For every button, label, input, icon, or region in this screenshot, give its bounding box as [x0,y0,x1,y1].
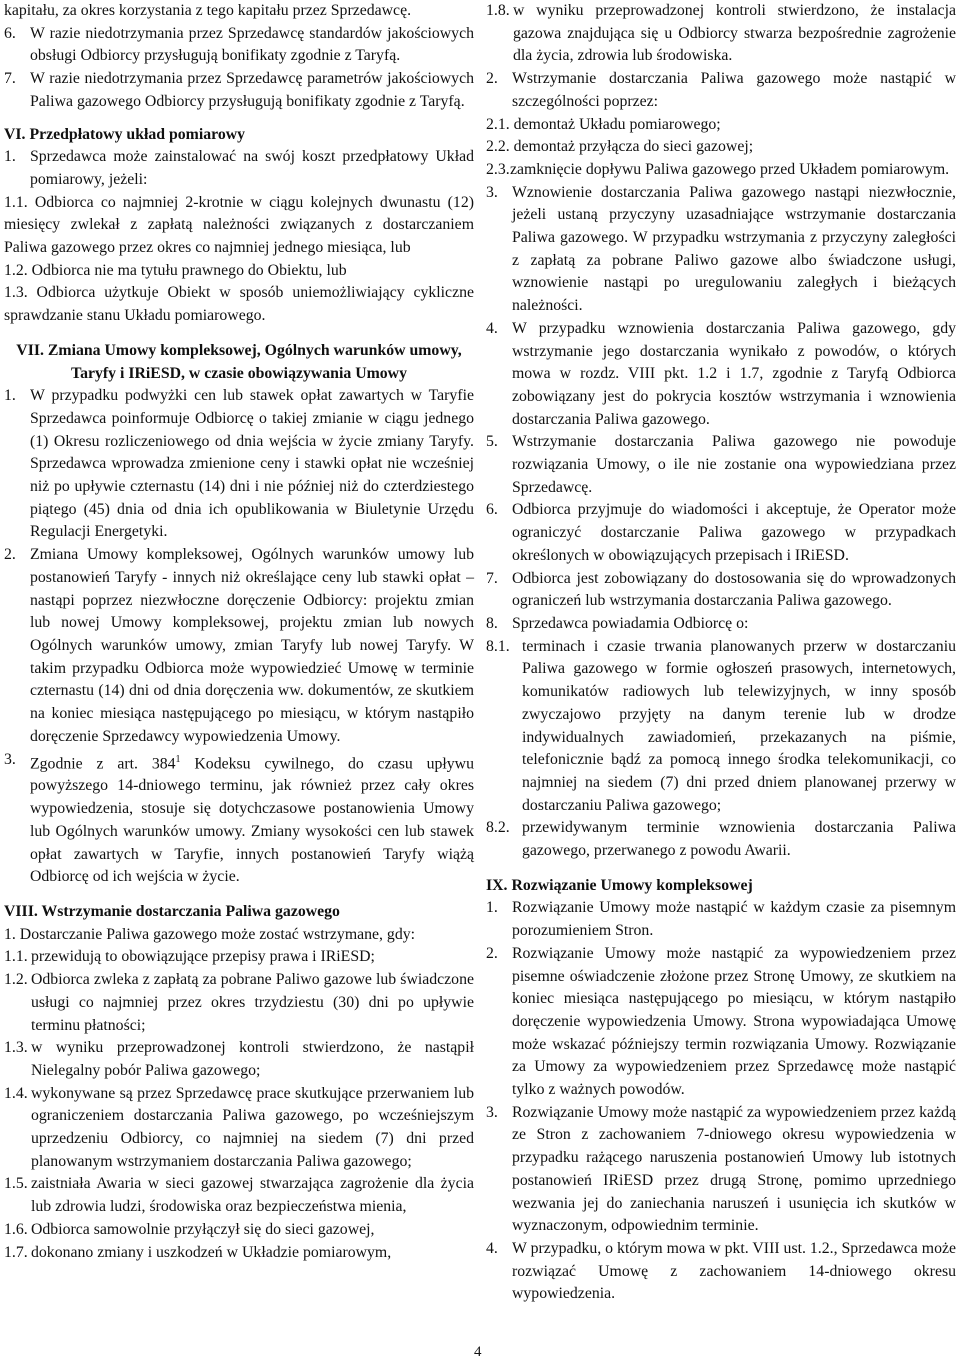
list-item [486,499,956,567]
section-heading-viii: VIII. Wstrzymanie dostarczania Paliwa gazowego [4,902,340,920]
item-number: 6. [486,501,498,519]
list-item [486,159,956,182]
list-item [486,431,956,499]
item-text: dokonano zmiany i uszkodzeń w Układzie pomiarowym, [31,1243,392,1261]
item-number: 1.8. [486,2,510,19]
item-number: 1. [486,899,498,917]
item-text: wykonywane są przez Sprzedawcę prace skutkujące przerwaniem lub ograniczeniem dostarczania Paliwa gazowego, po wcześniejszym uprzedzeniu Odbiorcy, co najmniej na siedem (7) dni przed planowanym wstrzymaniem dostarczania Paliwa gazowego; [31,1084,474,1170]
item-number: 7. [4,70,16,88]
item-text: w wyniku przeprowadzonej kontroli stwierdzono, że nastąpił Nielegalny pobór Paliwa gazowego; [31,1039,474,1079]
list-item [486,897,956,942]
list-item [4,749,474,889]
list-item [4,1083,474,1174]
item-number: 6. [4,24,16,42]
list-item [4,146,474,191]
item-text: zamknięcie dopływu Paliwa gazowego przed Układem pomiarowym. [510,160,950,178]
list-item [486,182,956,318]
item-number: 5. [486,433,498,451]
item-text: W razie niedotrzymania przez Sprzedawcę standardów jakościowych obsługi Odbiorcy przysługują bonifikaty zgodnie z Taryfą. [30,24,474,65]
item-text: zaistniała Awaria w sieci gazowej stwarzająca zagrożenie dla życia lub zdrowia ludzi, środowiska oraz bezpieczeństwa mienia, [31,1175,474,1216]
list-item [4,1173,474,1218]
item-text: Rozwiązanie Umowy może nastąpić za wypowiedzeniem przez każdą ze Stron z zachowaniem 7-dniowego okresu wypowiedzenia w przypadku rażącego naruszenia postanowień Umowy lub istotnych postanowień IRiESD przez drugą Stronę, pomimo uprzedniego wezwania jej do zaniechania naruszeń i usunięcia ich skutków w wyznaczonym, odpowiednim terminie. [512,1103,956,1235]
item-number: 1.1. [4,948,28,966]
item-number: 7. [486,569,498,587]
list-item: 2.1. demontaż Układu pomiarowego; [486,115,721,133]
item-text: Odbiorca przyjmuje do wiadomości i akceptuje, że Operator może ograniczyć dostarczanie Paliwa gazowego w przypadkach określonych w obowiązujących przepisach i IRiESD. [512,501,956,564]
item-text: W przypadku, o którym mowa w pkt. VIII ust. 1.2., Sprzedawca może rozwiązać Umowę z zachowaniem 14-dniowego okresu wypowiedzenia. [512,1239,956,1303]
list-item [486,636,956,818]
item-text: Wstrzymanie dostarczania Paliwa gazowego nie powoduje rozwiązania Umowy, o ile nie zostanie ona wypowiedziana przez Sprzedawcę. [512,433,956,496]
item-text: przewidywanym terminie wznowienia dostarczania Paliwa gazowego, przerwanego z powodu Awarii. [522,819,956,860]
item-text: Sprzedawca może zainstalować na swój koszt przedpłatowy Układ pomiarowy, jeżeli: [30,148,474,188]
item-text: W przypadku podwyżki cen lub stawek opłat zawartych w Taryfie Sprzedawca poinformuje Odbiorcę o takiej zmianie w ciągu jednego (1) Okresu rozliczeniowego od dnia wejścia w życie zmiany Taryfy. Sprzedawca wprowadza zmienione ceny i stawki opłat nie wcześniej niż po upływie czternastu (14) dni i nie później niż do czterdziestego piątego (45) dnia od dnia ich opublikowania w Biuletynie Urzędu Regulacji Energetyki. [30,387,474,541]
item-number: 3. [486,1103,498,1121]
item-number: 1. [4,387,16,405]
section-heading-ix: IX. Rozwiązanie Umowy kompleksowej [486,876,753,894]
section-heading-vii: VII. Zmiana Umowy kompleksowej, Ogólnych warunków umowy, Taryfy i IRiESD, w czasie obowiązywania Umowy [16,341,462,382]
list-item [486,613,956,636]
list-item [486,817,956,862]
list-item: 1.1. Odbiorca co najmniej 2-krotnie w ciągu kolejnych dwunastu (12) miesięcy zwlekał z zapłatą należności związanych z dostarczaniem Paliwa gazowego przez okres co najmniej jednego miesiąca, lub [4,193,474,257]
item-text: W razie niedotrzymania przez Sprzedawcę parametrów jakościowych Paliwa gazowego Odbiorcy przysługują bonifikaty zgodnie z Taryfą. [30,70,474,110]
item-number: 3. [486,183,498,201]
paragraph: kapitału, za okres korzystania z tego kapitału przez Sprzedawcę. [4,2,412,19]
item-text: Odbiorca zwleka z zapłatą za pobrane Paliwo gazowe lub świadczone usługi co najmniej przez okres trzydziestu (30) dni po upływie terminu płatności; [31,971,474,1034]
list-item [486,68,956,113]
item-number: 2. [486,944,498,962]
item-number: 1.4. [4,1084,28,1102]
item-text: Wstrzymanie dostarczania Paliwa gazowego może nastąpić w szczególności poprzez: [512,70,956,110]
list-item [486,1102,956,1238]
item-text: Wznowienie dostarczania Paliwa gazowego nastąpi niezwłocznie, jeżeli ustaną przyczyny uzasadniające wstrzymanie dostarczania Paliwa gazowego. W przypadku wstrzymania z przyczyny zaległości z zapłatą za pobrane Paliwo gazowe albo świadczone usługi, wznowienie nastąpi po uregulowaniu zaległych i bieżących należności. [512,183,956,315]
item-number: 3. [4,750,16,768]
list-item [486,943,956,1102]
list-item [486,1238,956,1306]
item-number: 1.2. [4,971,28,989]
list-item [486,568,956,613]
item-text: Rozwiązanie Umowy może nastąpić za wypowiedzeniem przez pisemne oświadczenie złożone przez Stronę Umowy, ze skutkiem na koniec miesiąca następującego po miesiącu, w którym nastąpiło doręczenie wypowiedzenia Umowy. Strona wypowiadająca Umowę może wskazać późniejszy termin rozwiązania Umowy. Rozwiązanie za Umowy za wypowiedzeniem przez Sprzedawcę może nastąpić tylko z ważnych powodów. [512,944,956,1099]
item-number: 1. [4,148,16,166]
item-number: 8. [486,614,498,632]
list-item [486,0,956,68]
list-item [4,68,474,113]
item-text: Zmiana Umowy kompleksowej, Ogólnych warunków umowy lub postanowień Taryfy - innych niż określające ceny lub stawki opłat – nastąpi poprzez niezwłoczne doręczenie Odbiorcy: projektu zmian lub nowej Umowy kompleksowej, projektu zmian lub nowych Ogólnych warunków umowy, zmian Taryfy lub nowej Taryfy. W takim przypadku Odbiorca może wypowiedzieć Umowę w terminie czternastu (14) dni od dnia doręczenia ww. dokumentów, ze skutkiem na koniec miesiąca następującego po miesiącu, w którym nastąpiło doręczenie Sprzedawcy wypowiedzenia Umowy. [30,546,474,745]
item-number: 1.6. [4,1220,28,1238]
item-number: 8.1. [486,637,510,655]
item-number: 2. [4,546,16,564]
list-item [4,385,474,544]
item-text: Sprzedawca powiadamia Odbiorcę o: [512,614,749,632]
left-column [4,0,474,1264]
right-column [486,0,956,1306]
list-item [4,946,474,969]
item-number: 1.3. [4,1039,28,1057]
list-item [4,1219,474,1242]
item-text: Rozwiązanie Umowy może nastąpić w każdym czasie za pisemnym porozumieniem Stron. [512,899,956,940]
item-number: 2. [486,70,498,88]
list-item [4,1242,474,1265]
item-number: 4. [486,319,498,337]
page-number: 4 [474,1344,482,1360]
list-item: 2.2. demontaż przyłącza do sieci gazowej; [486,138,754,156]
list-item [4,1037,474,1082]
item-text: terminach i czasie trwania planowanych przerw w dostarczaniu Paliwa gazowego w formie ogłoszeń prasowych, internetowych, komunikatów radiowych lub telewizyjnych, w inny sposób zwyczajowo przyjęty na danym terenie lub w drodze indywidualnych zawiadomień, przekazanych na piśmie, telefonicznie bądź za pomocą innego środka telekomunikacji, co najmniej na siedem (7) dni przed dniem planowanej przerwy w dostarczaniu Paliwa gazowego; [522,637,956,814]
item-text: W przypadku wznowienia dostarczania Paliwa gazowego, gdy wstrzymanie jego dostarczania wynikało z powodów, o których mowa w rozdz. VIII pkt. 1.2 i 1.7, zgodnie z Taryfą Odbiorca zobowiązany jest do pokrycia kosztów wstrzymania i wznowienia dostarczania Paliwa gazowego. [512,319,956,428]
item-number: 8.2. [486,819,510,837]
item-text: Zgodnie z art. $384^1$ Kodeksu cywilnego, do czasu upływu powyższego 14-dniowego terminu, jak również przez cały okres wypowiedzenia, stosuje się dotychczasowe postanowienia Umowy lub Ogólnych warunków umowy. Zmiany wysokości cen lub stawek opłat zawartych w Taryfie, innych postanowień Taryfy wiążą Odbiorcę od ich wejścia w życie. [30,753,474,886]
item-number: 1.7. [4,1243,28,1261]
item-text: Odbiorca jest zobowiązany do dostosowania się do wprowadzonych ograniczeń lub wstrzymania dostarczania Paliwa gazowego. [512,569,956,610]
item-text: przewidują to obowiązujące przepisy prawa i IRiESD; [31,948,375,966]
list-item: 1.3. Odbiorca użytkuje Obiekt w sposób uniemożliwiający cykliczne sprawdzanie stanu Układu pomiarowego. [4,284,474,325]
item-number: 1.5. [4,1175,28,1193]
item-number: 2.3. [486,160,510,178]
list-item [486,318,956,432]
list-item [4,23,474,68]
list-item [4,544,474,748]
list-item [4,969,474,1037]
item-text: Odbiorca samowolnie przyłączył się do sieci gazowej, [31,1220,375,1238]
section-heading-vi: VI. Przedpłatowy układ pomiarowy [4,125,246,143]
list-item: 1. Dostarczanie Paliwa gazowego może zostać wstrzymane, gdy: [4,925,416,943]
item-number: 4. [486,1239,498,1257]
item-text: w wyniku przeprowadzonej kontroli stwierdzono, że instalacja gazowa znajdująca się u Odbiorcy stwarza bezpośrednie zagrożenie dla życia, zdrowia lub środowiska. [513,2,956,65]
list-item: 1.2. Odbiorca nie ma tytułu prawnego do Obiektu, lub [4,261,347,279]
